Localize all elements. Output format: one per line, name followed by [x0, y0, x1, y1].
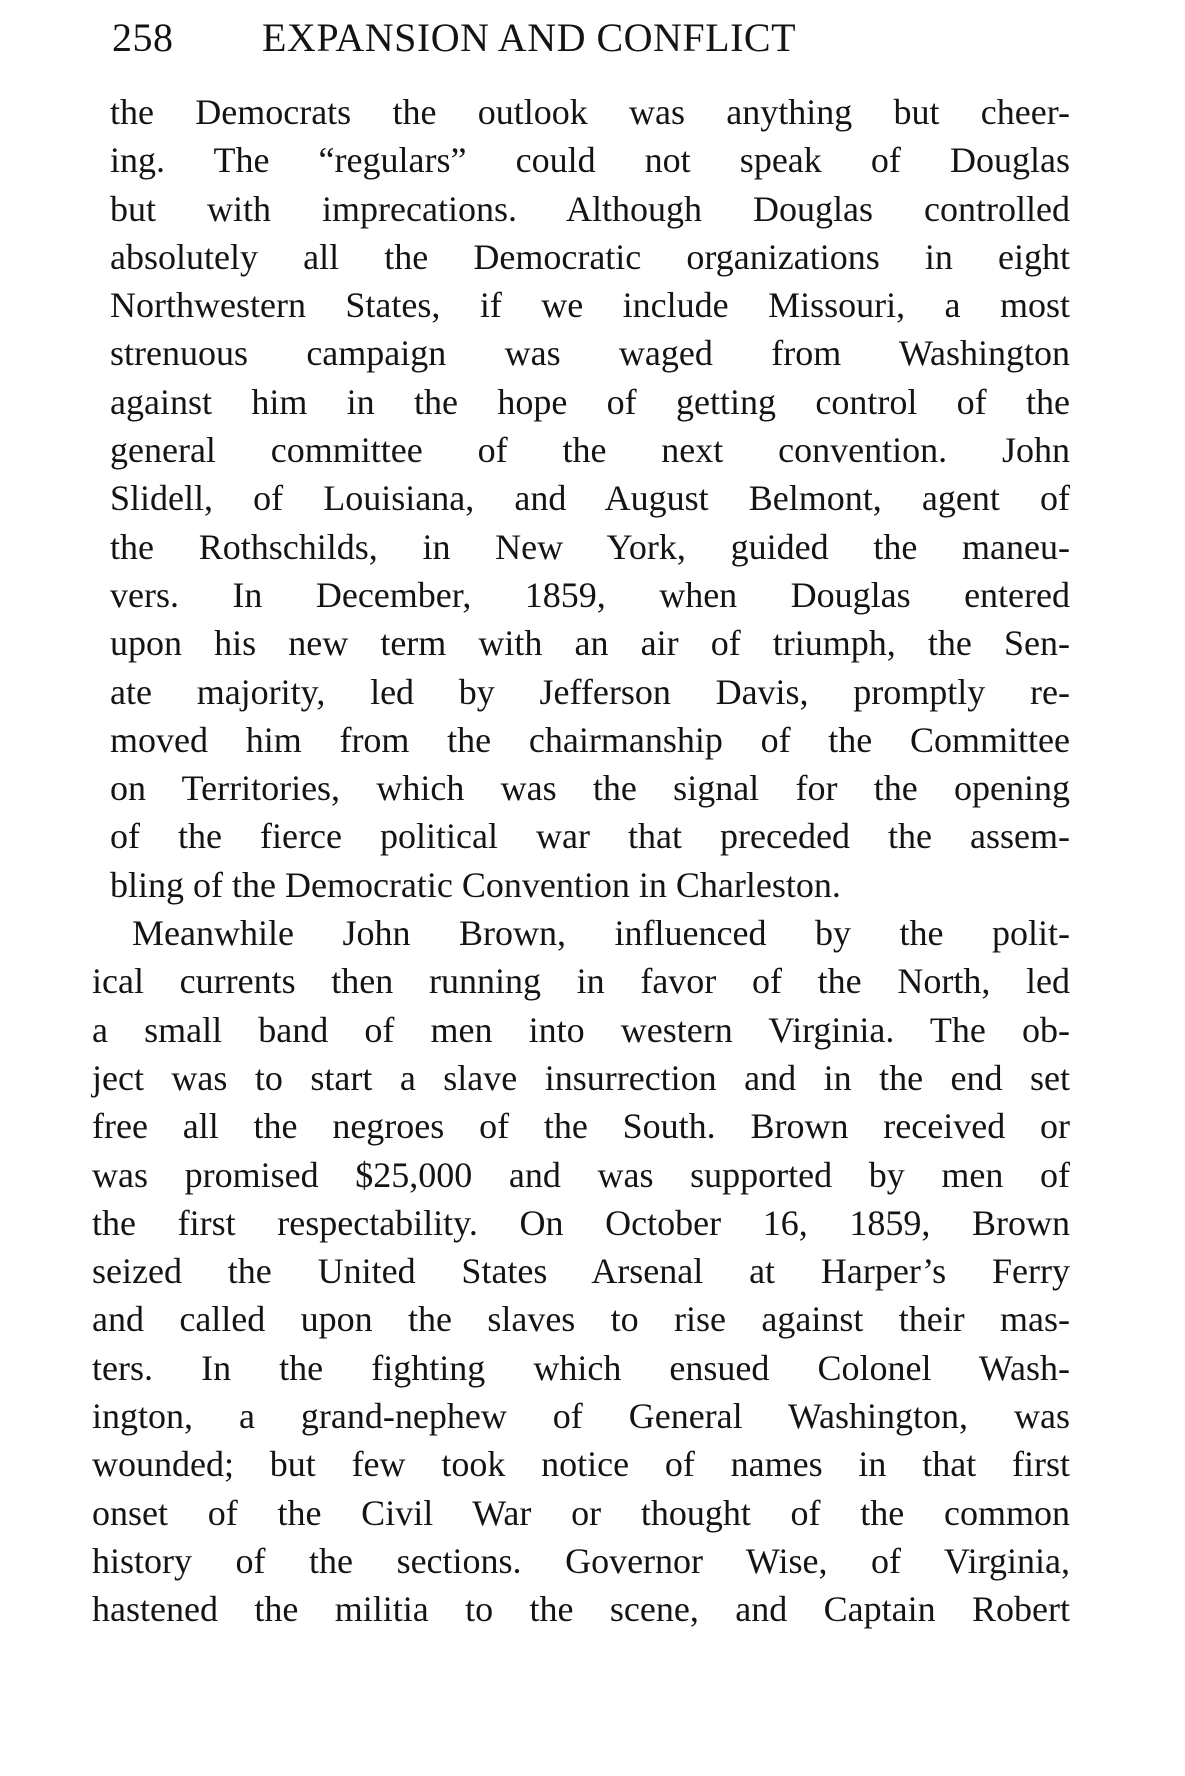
text-line: of the fierce political war that preceded the assem-	[110, 816, 1070, 857]
text-line: bling of the Democratic Convention in Charleston.	[110, 864, 841, 905]
text-line: hastened the militia to the scene, and Captain Robert	[92, 1589, 1070, 1630]
text-line: and called upon the slaves to rise against their mas-	[92, 1299, 1070, 1340]
text-line: general committee of the next convention. John	[110, 430, 1070, 471]
text-line: ate majority, led by Jefferson Davis, promptly re-	[110, 671, 1070, 712]
text-line: upon his new term with an air of triumph, the Sen-	[110, 623, 1070, 664]
text-line: history of the sections. Governor Wise, of Virginia,	[92, 1540, 1070, 1581]
text-line: the Democrats the outlook was anything but cheer-	[110, 92, 1070, 132]
text-line: the first respectability. On October 16, 1859, Brown	[92, 1202, 1070, 1243]
text-line: ject was to start a slave insurrection and in the end set	[92, 1057, 1070, 1098]
paragraph-2	[92, 909, 1070, 1633]
page-header	[112, 14, 1072, 74]
text-line: absolutely all the Democratic organizations in eight	[110, 236, 1070, 277]
text-line: vers. In December, 1859, when Douglas entered	[110, 574, 1070, 615]
text-line: wounded; but few took notice of names in that first	[92, 1444, 1070, 1485]
text-line: ington, a grand-nephew of General Washington, was	[92, 1396, 1070, 1437]
text-line: strenuous campaign was waged from Washington	[110, 333, 1070, 374]
paragraph-1	[110, 88, 1070, 909]
body-text	[92, 88, 1070, 1634]
text-line: moved him from the chairmanship of the Committee	[110, 719, 1070, 760]
running-head: EXPANSION AND CONFLICT	[262, 15, 797, 60]
text-line: against him in the hope of getting control of the	[110, 381, 1070, 422]
text-line: ters. In the fighting which ensued Colonel Wash-	[92, 1347, 1070, 1388]
text-line: free all the negroes of the South. Brown received or	[92, 1106, 1070, 1147]
text-line: on Territories, which was the signal for the opening	[110, 768, 1070, 809]
page-number: 258	[112, 15, 174, 60]
text-line: ical currents then running in favor of the North, led	[92, 961, 1070, 1002]
text-line: a small band of men into western Virginia. The ob-	[92, 1009, 1070, 1050]
text-line: ing. The “regulars” could not speak of Douglas	[110, 140, 1070, 181]
text-line: the Rothschilds, in New York, guided the maneu-	[110, 526, 1070, 567]
text-line: seized the United States Arsenal at Harper’s Ferry	[92, 1251, 1070, 1292]
text-line: Slidell, of Louisiana, and August Belmont, agent of	[110, 478, 1070, 519]
text-line: but with imprecations. Although Douglas controlled	[110, 188, 1070, 229]
text-line: Northwestern States, if we include Missouri, a most	[110, 285, 1070, 326]
text-line: was promised $25,000 and was supported by men of	[92, 1154, 1070, 1195]
text-line: onset of the Civil War or thought of the common	[92, 1492, 1070, 1533]
text-line: Meanwhile John Brown, influenced by the polit-	[132, 913, 1070, 954]
